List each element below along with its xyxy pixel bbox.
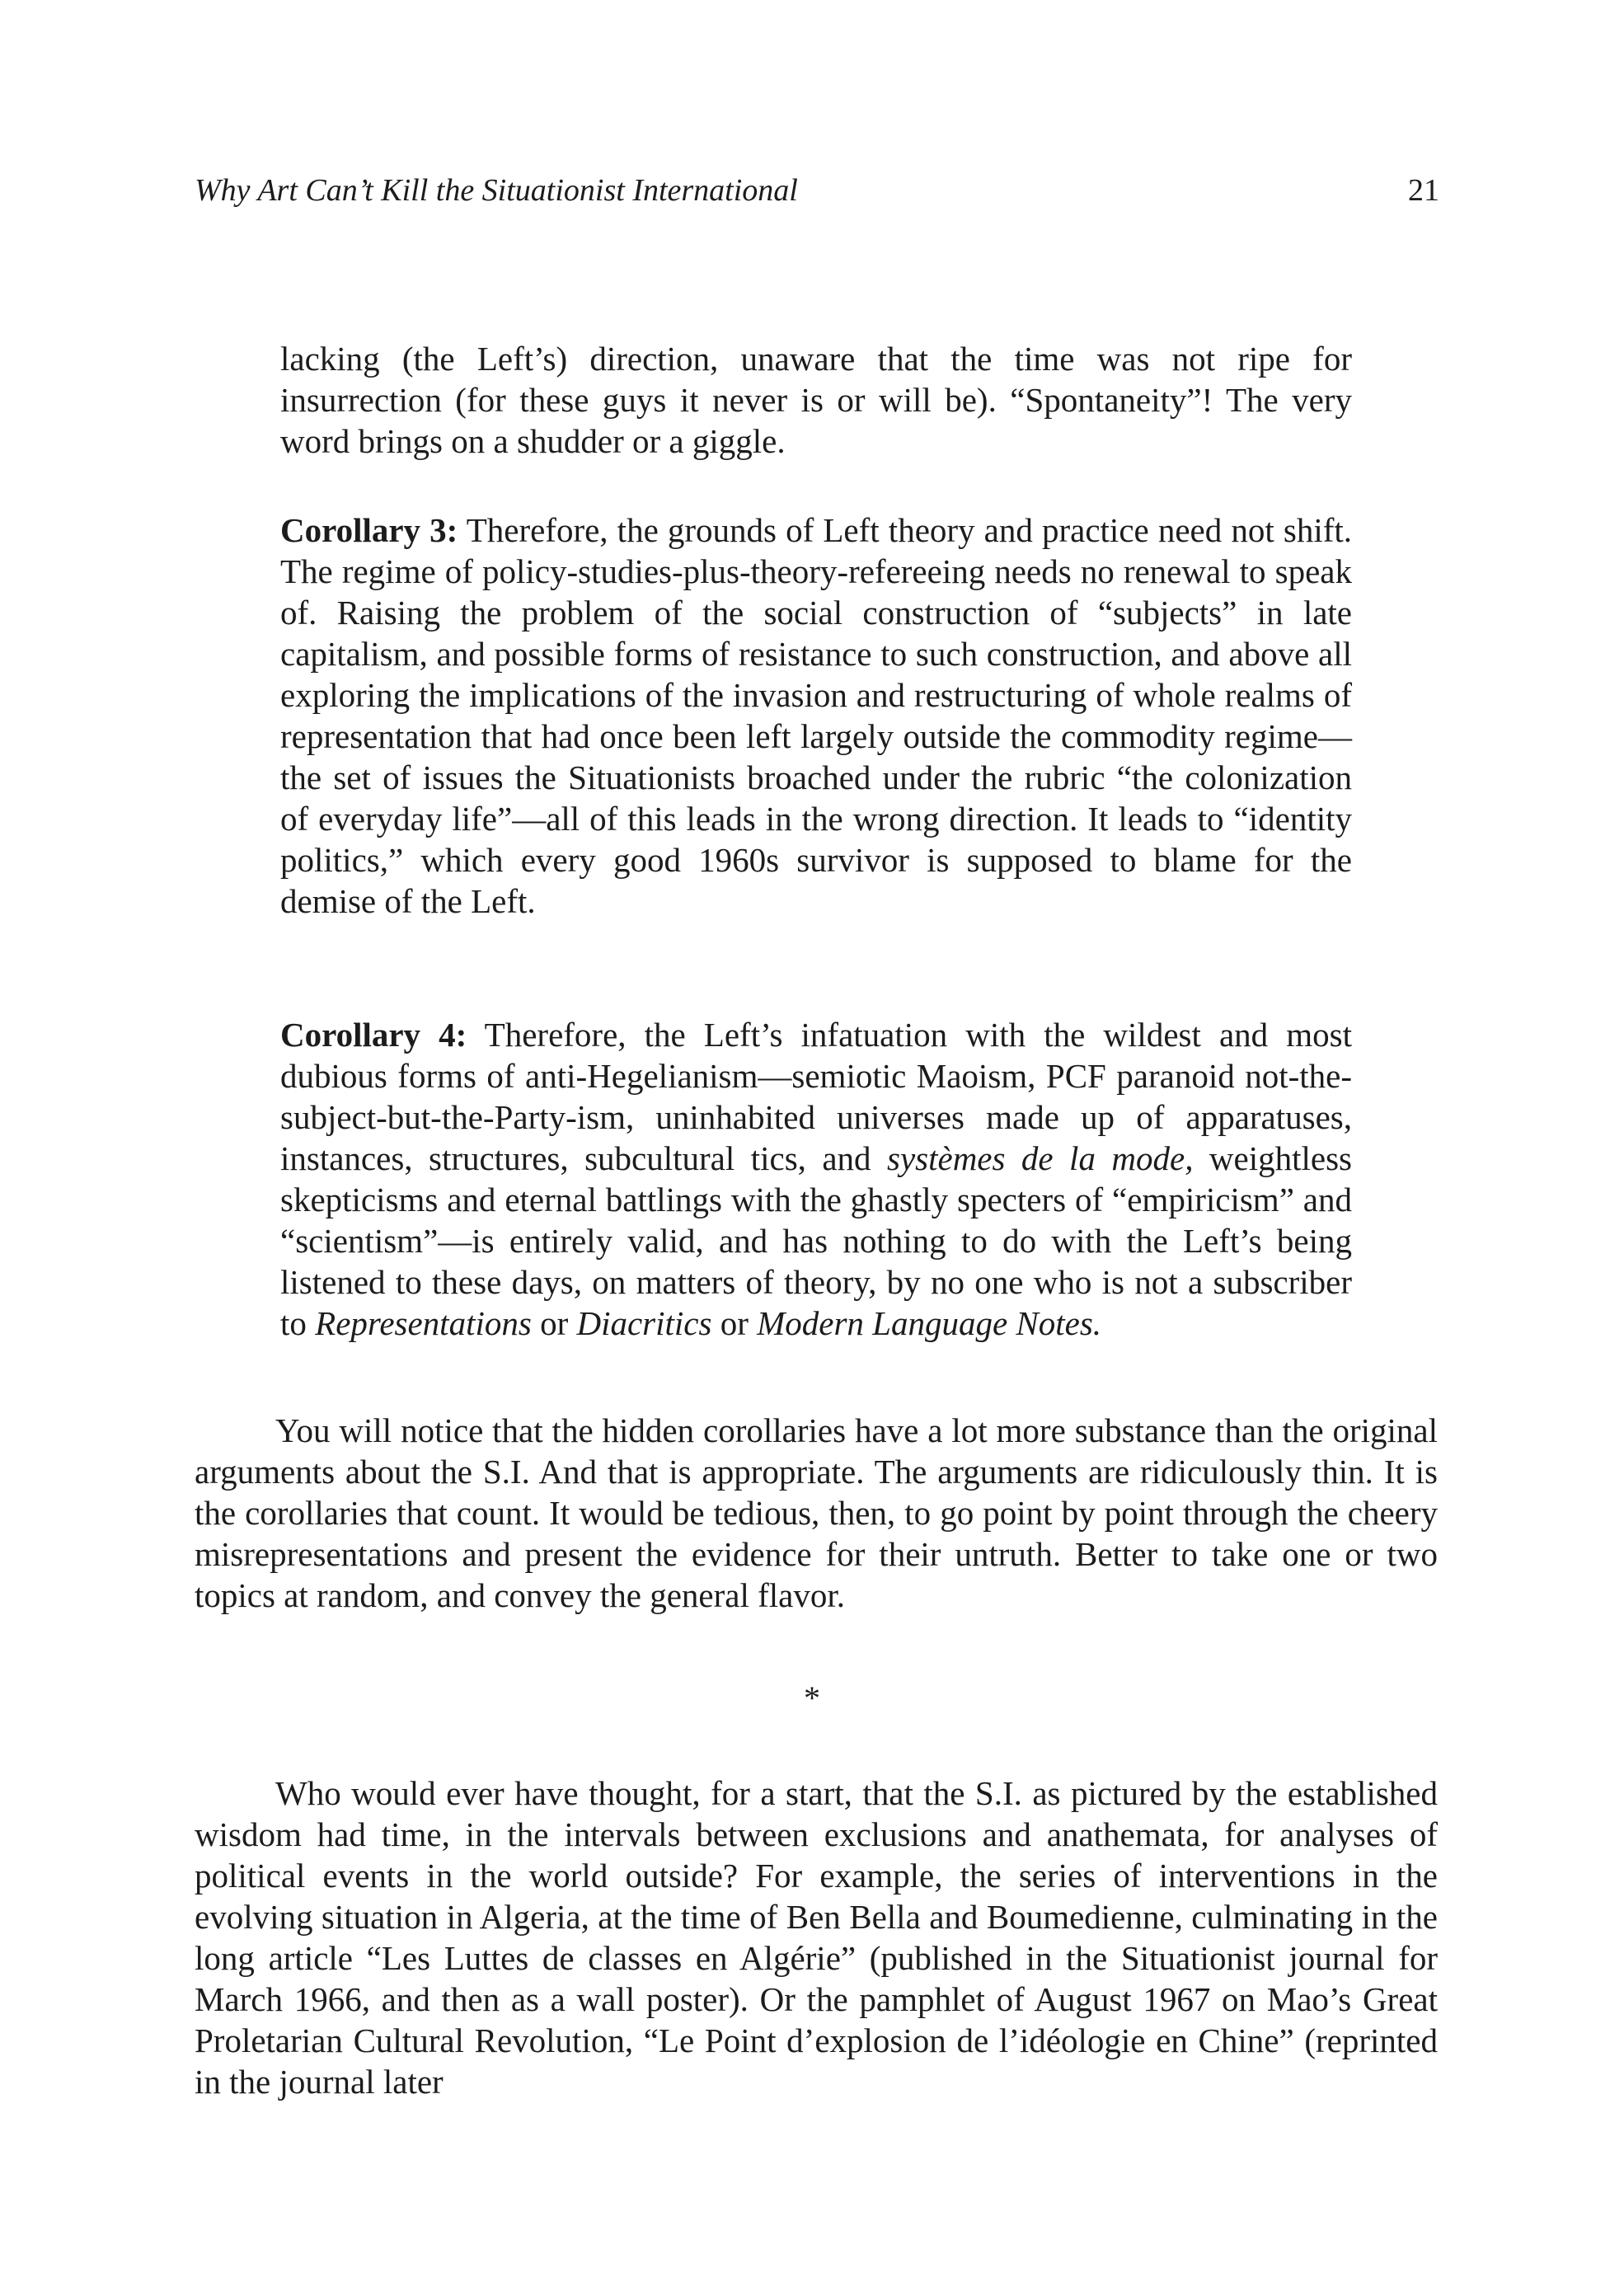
who-would-paragraph-block (195, 1773, 1438, 2102)
corollary-4-block (280, 1014, 1352, 1344)
corollary-4-italic-representations: Representations (315, 1304, 532, 1342)
corollary-4-label: Corollary 4: (280, 1016, 467, 1054)
continuation-block (280, 338, 1352, 462)
corollary-4-text-c: or (531, 1304, 577, 1342)
corollary-3-label: Corollary 3: (280, 511, 458, 549)
corollary-3-text: Therefore, the grounds of Left theory and practice need not shift. The regime of policy-studies-plus-theory-refereeing needs no renewal to speak of. Raising the problem of the social construction of “subjects” in late capitalism, and possible forms of resistance to such construction, and above all exploring the implications of the invasion and restructuring of whole realms of representation that had once been left largely outside the commodity regime—the set of issues the Situationists broached under the rubric “the colonization of everyday life”—all of this leads in the wrong direction. It leads to “identity politics,” which every good 1960s survivor is supposed to blame for the demise of the Left. (280, 511, 1352, 920)
corollary-4-italic-diacritics: Diacritics (576, 1304, 712, 1342)
corollary-4-italic-systemes: systèmes de la mode, (887, 1139, 1194, 1177)
section-break: * (804, 1679, 820, 1716)
notice-paragraph: You will notice that the hidden corollaries have a lot more substance than the original arguments about the S.I. And that is appropriate. The arguments are ridiculously thin. It is the corollaries that count. It would be tedious, then, to go point by point through the cheery misrepresentations and present the evidence for their untruth. Better to take one or two topics at random, and convey the general flavor. (195, 1411, 1438, 1614)
corollary-4-italic-mln: Modern Language Notes. (757, 1304, 1102, 1342)
running-title: Why Art Can’t Kill the Situationist International (195, 173, 798, 208)
continuation-text: lacking (the Left’s) direction, unaware that the time was not ripe for insurrection (for these guys it never is or will be). “Spontaneity”! The very word brings on a shudder or a giggle. (280, 340, 1352, 460)
who-would-paragraph: Who would ever have thought, for a start, that the S.I. as pictured by the established wisdom had time, in the intervals between exclusions and anathemata, for analyses of political events in the world outside? For example, the series of interventions in the evolving situation in Algeria, at the time of Ben Bella and Boumedienne, culminating in the long article “Les Luttes de classes en Algérie” (published in the Situationist journal for March 1966, and then as a wall poster). Or the pamphlet of August 1967 on Mao’s Great Proletarian Cultural Revolution, “Le Point d’explosion de l’idéologie en Chine” (reprinted in the journal later (195, 1774, 1438, 2101)
notice-paragraph-block (195, 1410, 1438, 1616)
corollary-3-block (280, 509, 1352, 922)
corollary-4-text-d: or (711, 1304, 758, 1342)
corollary-3-paragraph (280, 509, 1352, 922)
corollary-4-paragraph (280, 1014, 1352, 1344)
corollary-4-text-b: weightless skepticisms and eternal battlings with the ghastly specters of “empiricism” and “scientism”—is entirely valid, and has nothing to do with the Left’s being listened to these days, on matters of theory, by no one who is not a subscriber to (280, 1139, 1353, 1342)
page-number: 21 (1408, 173, 1439, 208)
corollary-4-text-a: Therefore, the Left’s infatuation with the wildest and most dubious forms of anti-Hegelianism—semiotic Maoism, PCF paranoid not-the-subject-but-the-Party-ism, uninhabited universes made up of apparatuses, instances, structures, subcultural tics, and (280, 1016, 1353, 1177)
